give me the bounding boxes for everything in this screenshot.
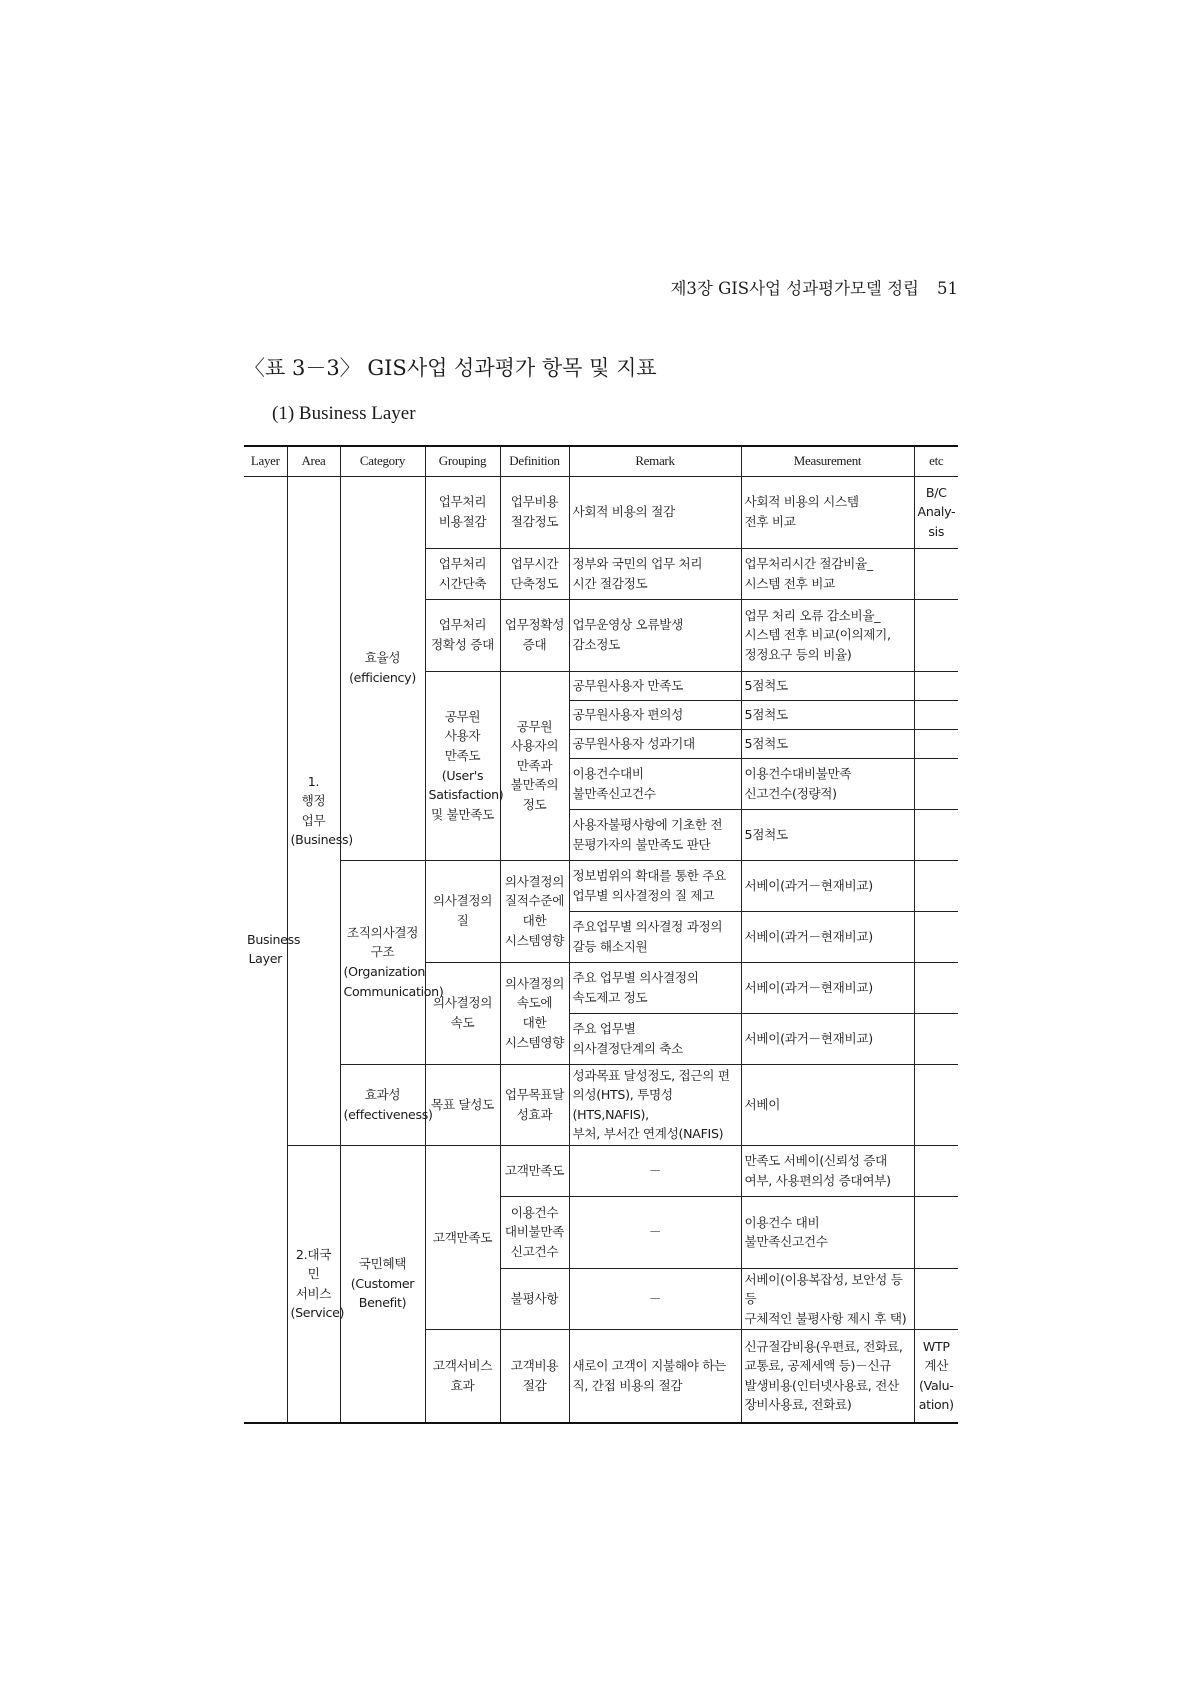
table-header (244, 446, 958, 476)
remark-cell: 사용자불평사항에 기초한 전 문평가자의 불만족도 판단 (569, 809, 741, 860)
measurement-cell: 5점척도 (741, 700, 914, 729)
grouping-cell: 공무원 사용자 만족도 (User's Satisfaction) 및 불만족도 (425, 671, 500, 860)
definition-cell: 이용건수 대비불만족 신고건수 (500, 1196, 569, 1268)
remark-cell: － (569, 1268, 741, 1330)
measurement-cell: 업무 처리 오류 감소비율_ 시스템 전후 비교(이의제기, 정정요구 등의 비율) (741, 599, 914, 671)
measurement-cell: 서베이(과거－현재비교) (741, 1013, 914, 1064)
remark-cell: 이용건수대비 불만족신고건수 (569, 758, 741, 809)
remark-cell: － (569, 1145, 741, 1196)
col-header-layer: Layer (244, 446, 287, 476)
table-row (244, 1064, 958, 1145)
measurement-cell: 5점척도 (741, 809, 914, 860)
area-cell: 1. 행정 업무 (Business) (287, 476, 340, 1145)
grouping-cell: 업무처리 정확성 증대 (425, 599, 500, 671)
definition-cell: 고객비용 절감 (500, 1330, 569, 1423)
etc-cell (914, 1145, 958, 1196)
measurement-cell: 서베이(과거－현재비교) (741, 860, 914, 911)
remark-cell: 성과목표 달성정도, 접근의 편 의성(HTS), 투명성(HTS,NAFIS), 부처, 부서간 연계성(NAFIS) (569, 1064, 741, 1145)
measurement-cell: 서베이 (741, 1064, 914, 1145)
area-cell: 2.대국민 서비스 (Service) (287, 1145, 340, 1423)
remark-cell: 공무원사용자 편의성 (569, 700, 741, 729)
col-header-area: Area (287, 446, 340, 476)
remark-cell: 주요 업무별 의사결정단계의 축소 (569, 1013, 741, 1064)
definition-cell: 공무원 사용자의 만족과 불만족의 정도 (500, 671, 569, 860)
evaluation-table (244, 445, 958, 1424)
etc-cell (914, 911, 958, 962)
table-row (244, 860, 958, 911)
measurement-cell: 서베이(과거－현재비교) (741, 911, 914, 962)
definition-cell: 불평사항 (500, 1268, 569, 1330)
page-number: 51 (937, 279, 958, 298)
remark-cell: 정부와 국민의 업무 처리 시간 절감정도 (569, 548, 741, 599)
remark-cell: 주요 업무별 의사결정의 속도제고 정도 (569, 962, 741, 1013)
table-row (244, 476, 958, 548)
col-header-definition: Definition (500, 446, 569, 476)
etc-cell (914, 671, 958, 700)
remark-cell: 업무운영상 오류발생 감소정도 (569, 599, 741, 671)
definition-cell: 의사결정의 속도에 대한 시스템영향 (500, 962, 569, 1064)
etc-cell (914, 962, 958, 1013)
measurement-cell: 5점척도 (741, 729, 914, 758)
remark-cell: 공무원사용자 만족도 (569, 671, 741, 700)
remark-cell: － (569, 1196, 741, 1268)
measurement-cell: 이용건수 대비 불만족신고건수 (741, 1196, 914, 1268)
grouping-cell: 고객만족도 (425, 1145, 500, 1330)
etc-cell (914, 1196, 958, 1268)
etc-cell (914, 1064, 958, 1145)
col-header-grouping: Grouping (425, 446, 500, 476)
measurement-cell: 업무처리시간 절감비율_ 시스템 전후 비교 (741, 548, 914, 599)
definition-cell: 업무시간 단축정도 (500, 548, 569, 599)
category-cell: 효율성 (efficiency) (340, 476, 425, 860)
col-header-measurement: Measurement (741, 446, 914, 476)
col-header-etc: etc (914, 446, 958, 476)
col-header-category: Category (340, 446, 425, 476)
definition-cell: 업무정확성 증대 (500, 599, 569, 671)
grouping-cell: 업무처리 비용절감 (425, 476, 500, 548)
measurement-cell: 이용건수대비불만족 신고건수(정량적) (741, 758, 914, 809)
etc-cell (914, 1013, 958, 1064)
etc-cell (914, 1268, 958, 1330)
col-header-remark: Remark (569, 446, 741, 476)
running-header (640, 275, 958, 299)
remark-cell: 새로이 고객이 지불해야 하는 직, 간접 비용의 절감 (569, 1330, 741, 1423)
etc-cell: WTP 계산 (Valu- ation) (914, 1330, 958, 1423)
chapter-title: 제3장 GIS사업 성과평가모델 정립 (670, 279, 919, 298)
measurement-cell: 사회적 비용의 시스템 전후 비교 (741, 476, 914, 548)
etc-cell (914, 809, 958, 860)
measurement-cell: 5점척도 (741, 671, 914, 700)
grouping-cell: 고객서비스 효과 (425, 1330, 500, 1423)
etc-cell (914, 599, 958, 671)
etc-cell (914, 860, 958, 911)
remark-cell: 정보범위의 확대를 통한 주요 업무별 의사결정의 질 제고 (569, 860, 741, 911)
etc-cell (914, 700, 958, 729)
remark-cell: 주요업무별 의사결정 과정의 갈등 해소지원 (569, 911, 741, 962)
table-title: 〈표 3－3〉 GIS사업 성과평가 항목 및 지표 (244, 356, 657, 380)
table-row (244, 1145, 958, 1196)
definition-cell: 고객만족도 (500, 1145, 569, 1196)
remark-cell: 공무원사용자 성과기대 (569, 729, 741, 758)
category-cell: 조직의사결정 구조 (Organization Communication) (340, 860, 425, 1064)
section-title: (1) Business Layer (272, 403, 416, 424)
grouping-cell: 업무처리 시간단축 (425, 548, 500, 599)
category-cell: 효과성 (effectiveness) (340, 1064, 425, 1145)
category-cell: 국민혜택 (Customer Benefit) (340, 1145, 425, 1423)
measurement-cell: 서베이(과거－현재비교) (741, 962, 914, 1013)
etc-cell (914, 729, 958, 758)
definition-cell: 업무비용 절감정도 (500, 476, 569, 548)
grouping-cell: 의사결정의 속도 (425, 962, 500, 1064)
measurement-cell: 신규절감비용(우편료, 전화료, 교통료, 공제세액 등)－신규 발생비용(인터넷사용료, 전산 장비사용료, 전화료) (741, 1330, 914, 1423)
definition-cell: 의사결정의 질적수준에 대한 시스템영향 (500, 860, 569, 962)
etc-cell (914, 758, 958, 809)
grouping-cell: 의사결정의 질 (425, 860, 500, 962)
remark-cell: 사회적 비용의 절감 (569, 476, 741, 548)
etc-cell: B/C Analy- sis (914, 476, 958, 548)
grouping-cell: 목표 달성도 (425, 1064, 500, 1145)
definition-cell: 업무목표달 성효과 (500, 1064, 569, 1145)
etc-cell (914, 548, 958, 599)
layer-cell: Business Layer (244, 476, 287, 1423)
measurement-cell: 서베이(이용복잡성, 보안성 등등 구체적인 불평사항 제시 후 택) (741, 1268, 914, 1330)
measurement-cell: 만족도 서베이(신뢰성 증대 여부, 사용편의성 증대여부) (741, 1145, 914, 1196)
